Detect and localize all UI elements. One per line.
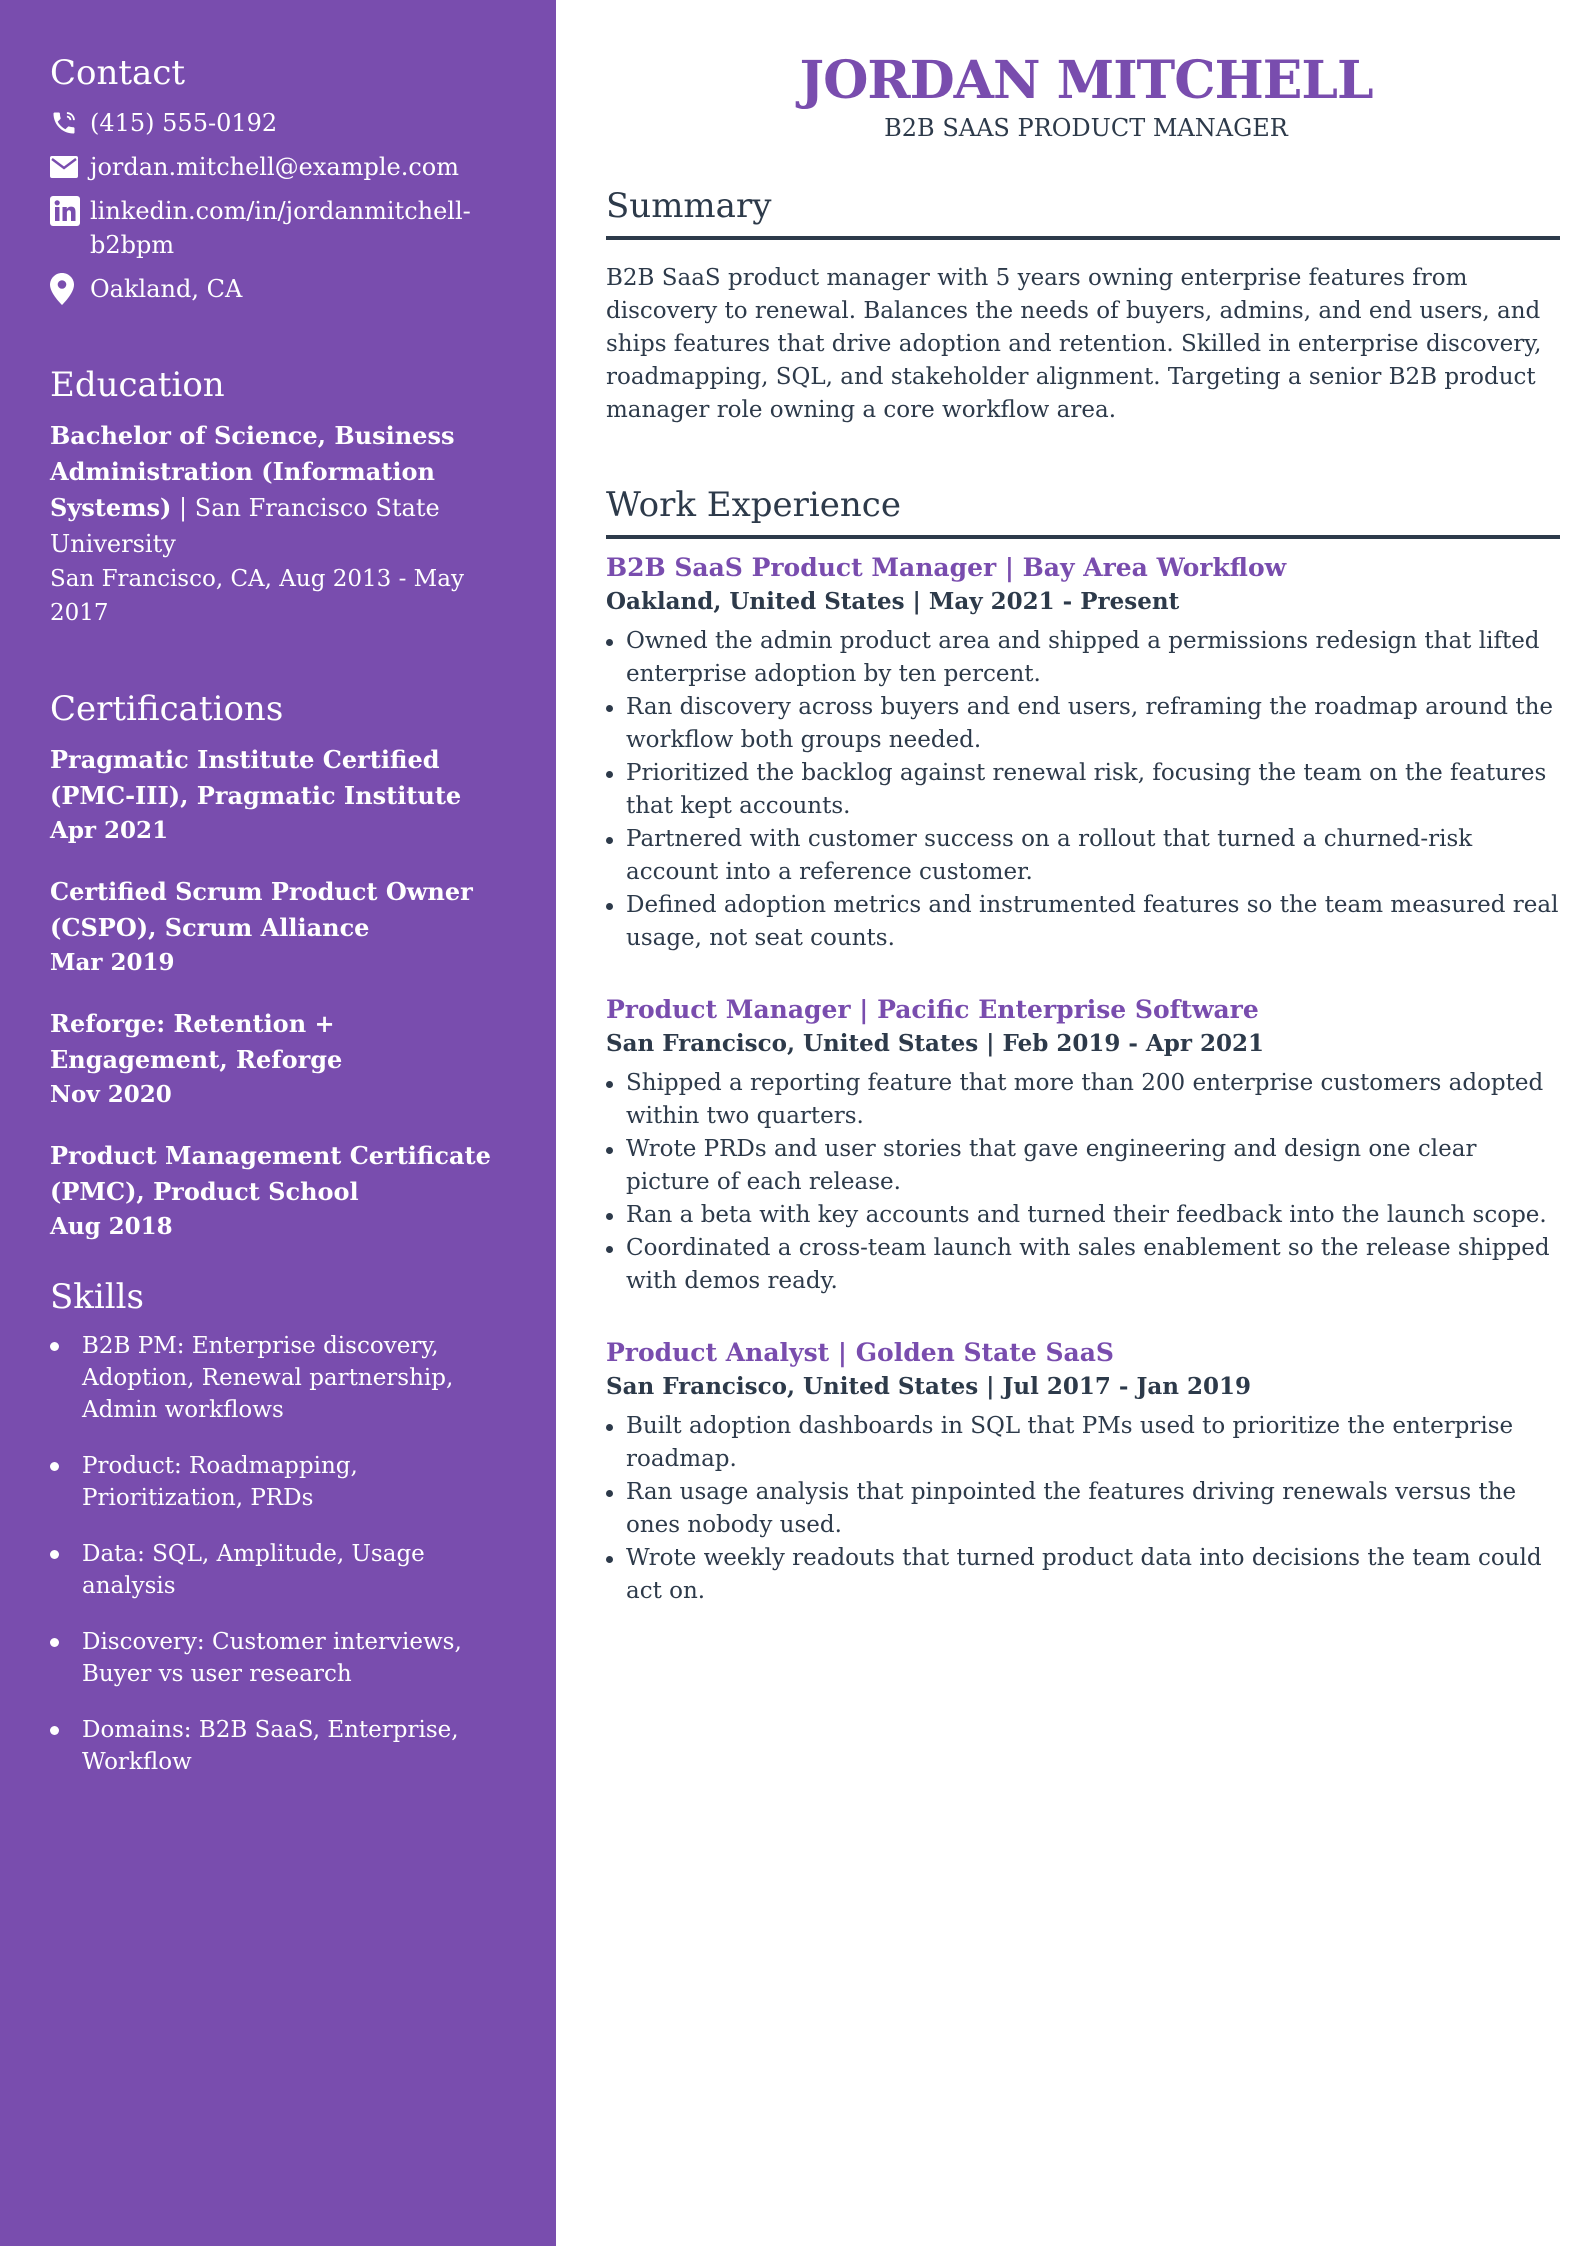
- job-bullet: Defined adoption metrics and instrumented features so the team measured real usage, not seat counts.: [606, 889, 1566, 955]
- summary-text: B2B SaaS product manager with 5 years owning enterprise features from discovery to renewal. Balances the needs of buyers, admins, and end users, and ships features that drive adoption and retention. Skilled in enterprise discovery, roadmapping, SQL, and stakeholder alignment. Targeting a senior B2B product manager role owning a core workflow area.: [606, 265, 1542, 423]
- job-bullet: Wrote weekly readouts that turned product data into decisions the team could act on.: [606, 1542, 1566, 1608]
- skill-item: B2B PM: Enterprise discovery, Adoption, Renewal partnership, Admin workflows: [50, 1330, 520, 1426]
- job-meta: San Francisco, United States | Feb 2019 - Apr 2021: [606, 1030, 1264, 1057]
- job-bullet: Coordinated a cross-team launch with sales enablement so the release shipped with demos ready.: [606, 1232, 1566, 1298]
- contact-section: [50, 50, 520, 306]
- education-school: | San Francisco State University: [50, 494, 440, 558]
- job-bullet: Built adoption dashboards in SQL that PMs used to prioritize the enterprise roadmap.: [606, 1410, 1566, 1476]
- certification-date: Nov 2020: [50, 1081, 172, 1108]
- job-entry: [606, 993, 1566, 1298]
- candidate-role: B2B SAAS PRODUCT MANAGER: [884, 114, 1288, 142]
- certification-name: Pragmatic Institute Certified (PMC-III), Pragmatic Institute: [50, 745, 462, 810]
- certification-date: Mar 2019: [50, 949, 175, 976]
- certification-name: Certified Scrum Product Owner (CSPO), Scrum Alliance: [50, 877, 473, 942]
- resume-header: [606, 50, 1566, 144]
- certification-item: [50, 742, 520, 848]
- section-divider: [606, 535, 1560, 539]
- section-divider: [606, 236, 1560, 240]
- job-bullets: [606, 1067, 1566, 1298]
- certifications-section: [50, 686, 520, 1244]
- job-bullet: Ran discovery across buyers and end users, reframing the roadmap around the workflow both groups needed.: [606, 691, 1566, 757]
- skills-section: [50, 1274, 520, 1778]
- job-bullet: Partnered with customer success on a rollout that turned a churned-risk account into a reference customer.: [606, 823, 1566, 889]
- job-title: Product Analyst | Golden State SaaS: [606, 1338, 1114, 1367]
- candidate-name: JORDAN MITCHELL: [799, 50, 1373, 111]
- job-bullets: [606, 1410, 1566, 1608]
- linkedin-link[interactable]: linkedin.com/in/jordanmitchell-b2bpm: [90, 197, 471, 259]
- sidebar: [0, 0, 556, 2246]
- job-meta: San Francisco, United States | Jul 2017 - Jan 2019: [606, 1373, 1251, 1400]
- contact-phone: [50, 106, 520, 140]
- education-degree: Bachelor of Science, Business Administration (Information Systems): [50, 421, 455, 522]
- location-text: Oakland, CA: [90, 275, 243, 303]
- job-bullets: [606, 625, 1566, 955]
- job-entry: [606, 551, 1566, 955]
- skill-item: Discovery: Customer interviews, Buyer vs user research: [50, 1626, 520, 1690]
- certification-date: Apr 2021: [50, 817, 169, 844]
- certification-item: [50, 1006, 520, 1112]
- certification-item: [50, 1138, 520, 1244]
- skills-heading: Skills: [50, 1277, 144, 1317]
- education-heading: Education: [50, 365, 225, 405]
- skill-item: Product: Roadmapping, Prioritization, PRDs: [50, 1450, 520, 1514]
- contact-email: [50, 150, 520, 184]
- linkedin-icon: [50, 194, 90, 228]
- phone-icon: [50, 106, 90, 140]
- certifications-heading: Certifications: [50, 689, 284, 729]
- contact-linkedin: [50, 194, 520, 262]
- education-section: [50, 362, 520, 630]
- education-meta: San Francisco, CA, Aug 2013 - May 2017: [50, 566, 464, 626]
- main-content: [556, 0, 1588, 2246]
- email-link[interactable]: jordan.mitchell@example.com: [90, 153, 459, 181]
- job-bullet: Owned the admin product area and shipped a permissions redesign that lifted enterprise adoption by ten percent.: [606, 625, 1566, 691]
- job-title: Product Manager | Pacific Enterprise Software: [606, 995, 1259, 1024]
- job-bullet: Ran a beta with key accounts and turned their feedback into the launch scope.: [606, 1199, 1566, 1232]
- phone-text[interactable]: (415) 555-0192: [90, 109, 278, 137]
- summary-section: [606, 184, 1566, 427]
- work-experience-heading: Work Experience: [606, 485, 901, 525]
- certification-date: Aug 2018: [50, 1213, 173, 1240]
- work-experience-section: [606, 483, 1566, 1608]
- job-meta: Oakland, United States | May 2021 - Present: [606, 588, 1180, 615]
- skill-item: Domains: B2B SaaS, Enterprise, Workflow: [50, 1714, 520, 1778]
- job-bullet: Shipped a reporting feature that more than 200 enterprise customers adopted within two quarters.: [606, 1067, 1566, 1133]
- education-entry: [50, 418, 520, 562]
- contact-location: [50, 272, 520, 306]
- job-bullet: Prioritized the backlog against renewal risk, focusing the team on the features that kept accounts.: [606, 757, 1566, 823]
- job-bullet: Ran usage analysis that pinpointed the features driving renewals versus the ones nobody used.: [606, 1476, 1566, 1542]
- certification-name: Reforge: Retention + Engagement, Reforge: [50, 1009, 343, 1074]
- skill-item: Data: SQL, Amplitude, Usage analysis: [50, 1538, 520, 1602]
- mail-icon: [50, 150, 90, 184]
- job-title: B2B SaaS Product Manager | Bay Area Workflow: [606, 553, 1287, 582]
- job-entry: [606, 1336, 1566, 1608]
- location-pin-icon: [50, 272, 90, 306]
- certification-item: [50, 874, 520, 980]
- job-bullet: Wrote PRDs and user stories that gave engineering and design one clear picture of each release.: [606, 1133, 1566, 1199]
- contact-heading: Contact: [50, 53, 186, 93]
- certification-name: Product Management Certificate (PMC), Product School: [50, 1141, 491, 1206]
- summary-heading: Summary: [606, 186, 772, 226]
- skills-list: [50, 1330, 520, 1778]
